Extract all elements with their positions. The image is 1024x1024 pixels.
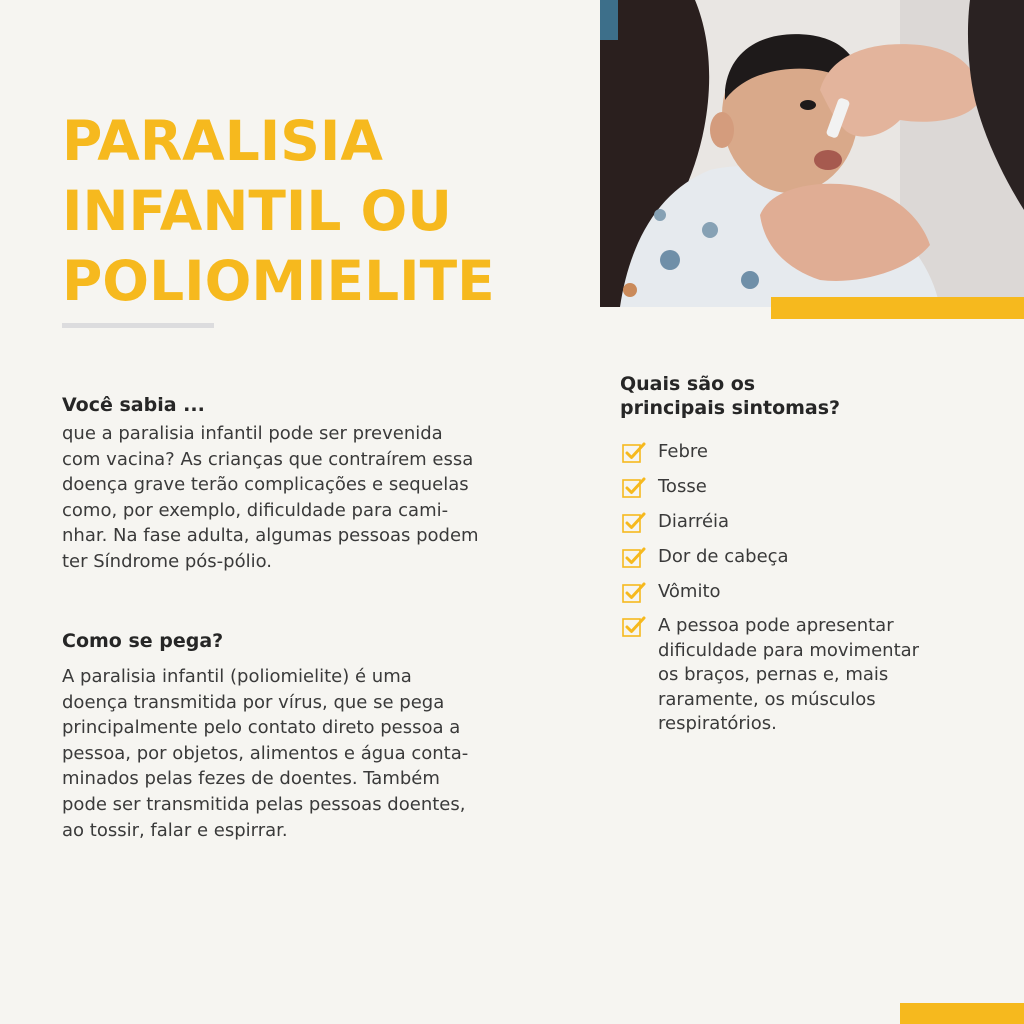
list-item [622,440,1002,465]
sabia-heading: Você sabia ... [62,394,205,416]
symptom-label: Diarréia [658,510,730,532]
title-divider [62,323,214,328]
checkbox-check-icon [622,512,646,534]
list-item [622,580,1002,605]
page-title [62,106,495,316]
title-line-2: INFANTIL OU [62,179,452,243]
sabia-paragraph: que a paralisia infantil pode ser prevenida com vacina? As crianças que contraírem essa doença grave terão complicações e sequelas como, por exemplo, dificuldade para cami- nhar. Na fase adulta, algumas pessoas podem ter Síndrome pós-pólio. [62,423,479,572]
accent-bar-photo [771,297,1024,319]
child-vaccine-photo-illustration [600,0,1024,307]
symptom-label: Tosse [658,475,707,497]
vaccination-photo [600,0,1024,307]
symptoms-list [622,440,1002,747]
list-item [622,545,1002,570]
checkbox-check-icon [622,477,646,499]
list-item [622,510,1002,535]
title-line-1: PARALISIA [62,109,383,173]
symptom-label: Dor de cabeça [658,545,789,567]
list-item [622,475,1002,500]
accent-bar-corner [900,1003,1024,1024]
symptom-label: A pessoa pode apresentar dificuldade para movimentar os braços, pernas e, mais raramente, os músculos respiratórios. [658,615,920,735]
pega-heading: Como se pega? [62,630,224,652]
symptom-label: Vômito [658,580,721,602]
checkbox-check-icon [622,442,646,464]
symptom-label: Febre [658,441,708,462]
pega-paragraph: A paralisia infantil (poliomielite) é uma doença transmitida por vírus, que se pega principalmente pelo contato direto pessoa a pessoa, por objetos, alimentos e água conta- minados pelas fezes de doentes. Também pode ser transmitida pelas pessoas doentes, ao tossir, falar e espirrar. [62,666,469,841]
checkbox-check-icon [622,582,646,604]
title-line-3: POLIOMIELITE [62,249,495,313]
list-item [622,614,1002,737]
checkbox-check-icon [622,547,646,569]
symptoms-heading: Quais são os principais sintomas? [620,373,841,419]
checkbox-check-icon [622,616,646,638]
